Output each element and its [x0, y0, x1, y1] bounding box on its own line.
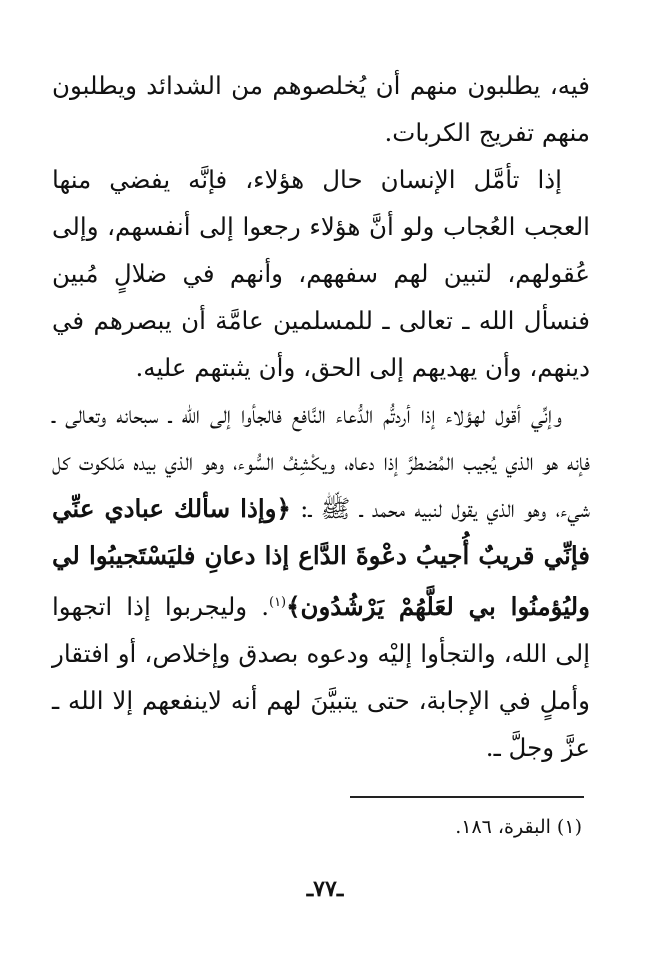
quran-verse: ﴿وإذا سألك عبادي عنِّي فإنِّي قريبٌ أُجيبُ دعْوةَ الدَّاع إذا دعانِ فليَسْتَجيبُوا لي وليُؤمنُوا بي لعَلَّهُمْ يَرْشُدُون﴾ [52, 494, 590, 622]
page-number: ـ٧٧ـ [306, 876, 344, 902]
paragraph-2: إذا تأمَّل الإنسان حال هؤلاء، فإنَّه يفضي منها العجب العُجاب ولو أنَّ هؤلاء رجعوا إلى أنفسهم، وإلى عُقولهم، لتبين لهم سفههم، وأنهم في ضلالٍ مُبين فنسأل الله ـ تعالى ـ للمسلمين عامَّة أن يبصرهم في دينهم، وأن يهديهم إلى الحق، وأن يثبتهم عليه. [52, 165, 590, 382]
paragraph-3-intro: وإنِّي أقول لهؤلاء إذا أردتُّم الدُّعاء النَّافع فالجأوا إلى الله ـ سبحانه وتعالى ـ فإنه هو الذي يُجيب المُضطرَّ إذا دعاه، ويكْشِفُ السُّوء، وهو الذي بيده مَلكوت كل شيء، وهو الذي يقول لنبيه محمد ـ ﷺ ـ: [52, 400, 591, 523]
footnote: (١) البقرة، ١٨٦. [455, 816, 582, 838]
paragraph-3 [52, 391, 590, 771]
footnote-divider [350, 796, 584, 798]
footnote-marker: (١) [268, 595, 287, 610]
paragraph-1: فيه، يطلبون منهم أن يُخلصوهم من الشدائد ويطلبون منهم تفريج الكربات. [52, 71, 590, 147]
main-text [52, 62, 590, 771]
paragraph-3-conclusion: . وليجربوا إذا اتجهوا إلى الله، والتجأوا إليْه ودعوه بصدق وإخلاص، أو افتقار وأملٍ في الإجابة، حتى يتبيَّنَ لهم أنه لاينفعهم إلا الله ـ عزَّ وجلَّ ـ. [52, 592, 590, 763]
